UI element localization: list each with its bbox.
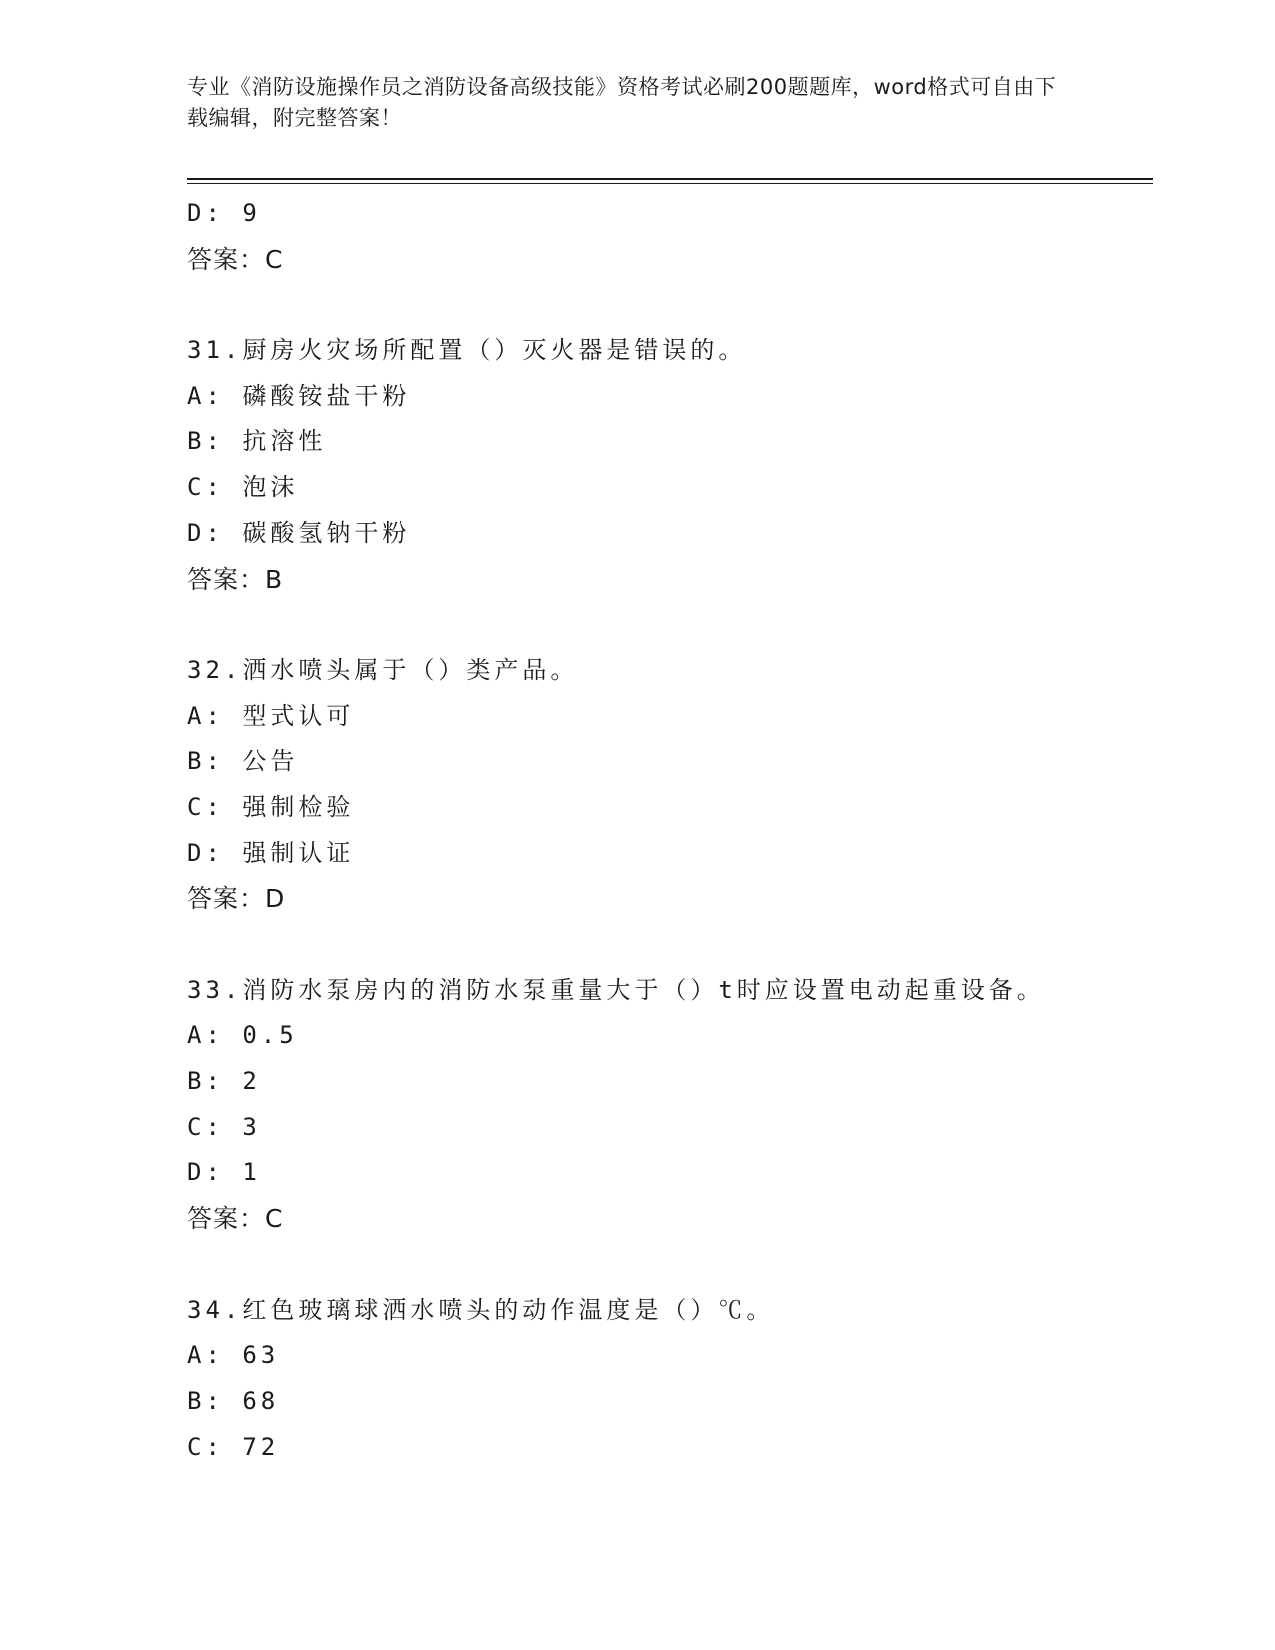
question-block (187, 648, 1153, 922)
question-list (187, 191, 1153, 1470)
answer: 答案：B (187, 564, 284, 594)
spacer (187, 1242, 1153, 1288)
spacer (187, 602, 1153, 648)
question-stem: 33.消防水泵房内的消防水泵重量大于（）t时应设置电动起重设备。 (187, 975, 1045, 1004)
question-stem: 34.红色玻璃球洒水喷头的动作温度是（）℃。 (187, 1295, 775, 1324)
option-a: A: 0.5 (187, 1021, 298, 1050)
option-c: C: 强制检验 (187, 792, 355, 821)
option-d: D: 1 (187, 1158, 261, 1187)
option-c: C: 72 (187, 1432, 280, 1461)
question-stem: 32.洒水喷头属于（）类产品。 (187, 655, 579, 684)
option-b: B: 68 (187, 1386, 280, 1415)
option-c: C: 泡沫 (187, 473, 299, 502)
option-d: D: 碳酸氢钠干粉 (187, 518, 411, 547)
option-b: B: 公告 (187, 747, 299, 776)
option-b: B: 抗溶性 (187, 427, 327, 456)
option-a: A: 磷酸铵盐干粉 (187, 381, 411, 410)
spacer (187, 922, 1153, 968)
answer: 答案：C (187, 1204, 284, 1234)
option-b: B: 2 (187, 1067, 261, 1096)
question-stem: 31.厨房火灾场所配置（）灭火器是错误的。 (187, 336, 747, 365)
header-divider-thick (187, 178, 1153, 180)
option-a: A: 型式认可 (187, 701, 355, 730)
answer: 答案：C (187, 244, 284, 274)
question-block (187, 328, 1153, 602)
header-divider-thin (187, 183, 1153, 184)
option-d: D: 强制认证 (187, 838, 355, 867)
question-block (187, 1288, 1153, 1471)
question-block (187, 968, 1153, 1242)
option-d: D: 9 (187, 199, 261, 227)
document-header: 专业《消防设施操作员之消防设备高级技能》资格考试必刷200题题库，word格式可自由下载编辑，附完整答案！ (187, 75, 1057, 130)
answer: 答案：D (187, 884, 286, 914)
spacer (187, 282, 1153, 328)
option-c: C: 3 (187, 1112, 261, 1141)
option-a: A: 63 (187, 1341, 280, 1370)
